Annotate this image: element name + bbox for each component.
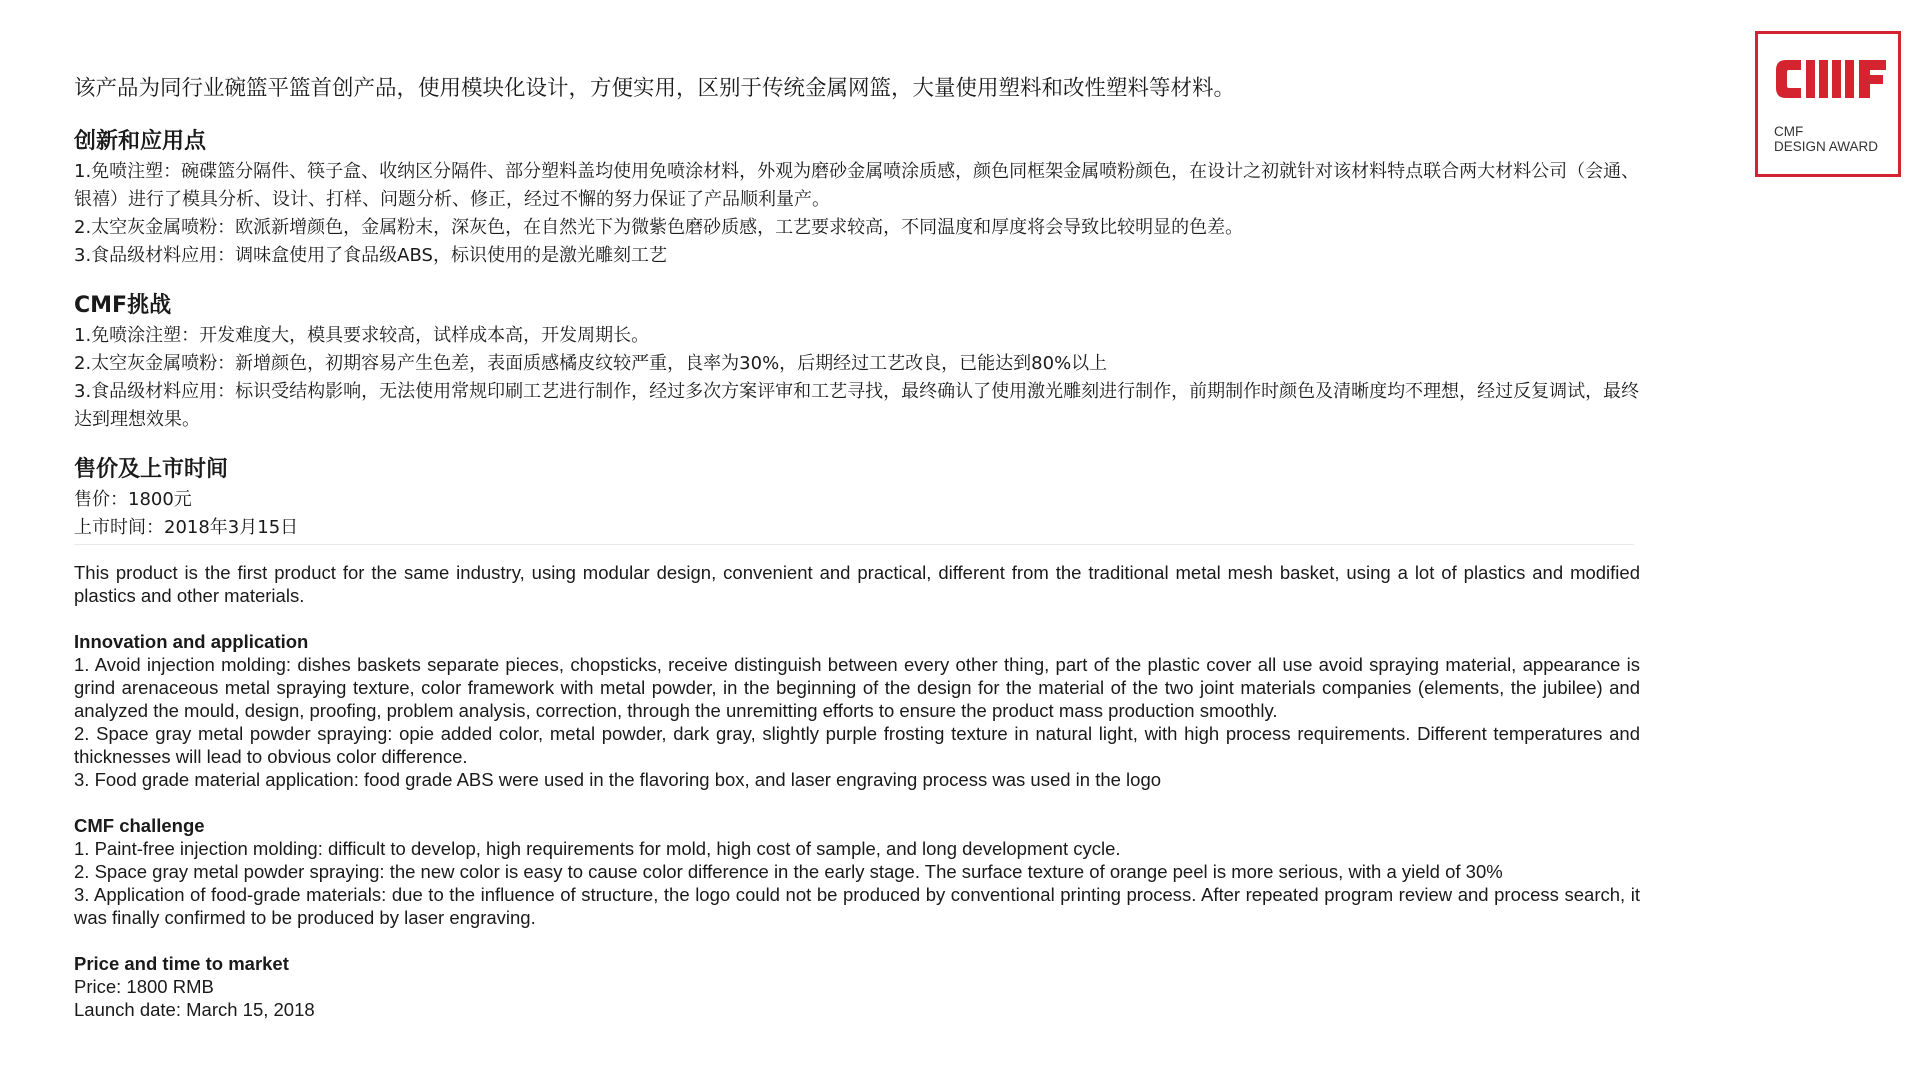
en-innovation-item-3: 3. Food grade material application: food grade ABS were used in the flavoring box, and laser engraving process was used in the logo [74,769,1162,790]
zh-intro: 该产品为同行业碗篮平篮首创产品，使用模块化设计，方便实用，区别于传统金属网篮，大量使用塑料和改性塑料等材料。 [74,76,1236,101]
zh-challenge-item-2: 2.太空灰金属喷粉：新增颜色，初期容易产生色差，表面质感橘皮纹较严重，良率为30%，后期经过工艺改良，已能达到80%以上 [74,353,1108,374]
zh-challenge-section [74,290,1644,434]
cmf-wordmark-icon [1774,56,1888,102]
zh-price-section [74,454,1644,542]
en-innovation-item-1: 1. Avoid injection molding: dishes baskets separate pieces, chopsticks, receive distinguish between every other thing, part of the plastic cover all use avoid spraying material, appearance is grind arenaceous metal spraying texture, color framework with metal powder, in the beginning of the design for the material of the two joint materials companies (elements, the jubilee) and analyzed the mould, design, proofing, problem analysis, correction, through the unremitting efforts to ensure the product mass production smoothly. [74,654,1640,721]
cmf-design-award-logo [1755,31,1901,177]
section-divider [74,544,1634,545]
en-intro: This product is the first product for the same industry, using modular design, convenient and practical, different from the traditional metal mesh basket, using a lot of plastics and modified plastics and other materials. [74,562,1640,606]
en-innovation-item-2: 2. Space gray metal powder spraying: opie added color, metal powder, dark gray, slightly purple frosting texture in natural light, with high process requirements. Different temperatures and thicknesses will lead to obvious color difference. [74,723,1640,767]
en-launch-date-line: Launch date: March 15, 2018 [74,999,315,1020]
zh-price-heading: 售价及上市时间 [74,457,229,482]
logo-award-text: CMF DESIGN AWARD [1774,124,1879,154]
zh-challenge-heading: CMF挑战 [74,293,172,318]
zh-innovation-item-3: 3.食品级材料应用：调味盒使用了食品级ABS，标识使用的是激光雕刻工艺 [74,245,667,266]
en-challenge-item-3: 3. Application of food-grade materials: due to the influence of structure, the logo could not be produced by conventional printing process. After repeated program review and process search, it was finally confirmed to be produced by laser engraving. [74,884,1640,928]
en-challenge-heading: CMF challenge [74,815,205,836]
en-price-line: Price: 1800 RMB [74,976,214,997]
zh-innovation-item-2: 2.太空灰金属喷粉：欧派新增颜色，金属粉末，深灰色，在自然光下为微紫色磨砂质感，工艺要求较高，不同温度和厚度将会导致比较明显的色差。 [74,217,1244,238]
zh-innovation-heading: 创新和应用点 [74,129,207,154]
en-challenge-section [74,814,1640,929]
en-challenge-item-1: 1. Paint-free injection molding: difficult to develop, high requirements for mold, high cost of sample, and long development cycle. [74,838,1121,859]
zh-innovation-item-1: 1.免喷注塑：碗碟篮分隔件、筷子盒、收纳区分隔件、部分塑料盖均使用免喷涂材料，外观为磨砂金属喷涂质感，颜色同框架金属喷粉颜色，在设计之初就针对该材料特点联合两大材料公司（会通、银禧）进行了模具分析、设计、打样、问题分析、修正，经过不懈的努力保证了产品顺利量产。 [74,161,1640,210]
zh-challenge-item-1: 1.免喷涂注塑：开发难度大，模具要求较高，试样成本高，开发周期长。 [74,325,650,346]
en-innovation-section [74,630,1640,791]
zh-challenge-item-3: 3.食品级材料应用：标识受结构影响，无法使用常规印刷工艺进行制作，经过多次方案评审和工艺寻找，最终确认了使用激光雕刻进行制作，前期制作时颜色及清晰度均不理想，经过反复调试，最终达到理想效果。 [74,381,1640,430]
zh-launch-date-line: 上市时间：2018年3月15日 [74,517,299,538]
en-innovation-heading: Innovation and application [74,631,309,652]
chinese-content [74,74,1644,542]
en-price-heading: Price and time to market [74,953,289,974]
en-challenge-item-2: 2. Space gray metal powder spraying: the new color is easy to cause color difference in the early stage. The surface texture of orange peel is more serious, with a yield of 30% [74,861,1503,882]
zh-price-line: 售价：1800元 [74,489,192,510]
english-content [74,561,1640,1021]
en-price-section [74,952,1640,1021]
zh-innovation-section [74,126,1644,270]
en-intro-section [74,561,1640,607]
